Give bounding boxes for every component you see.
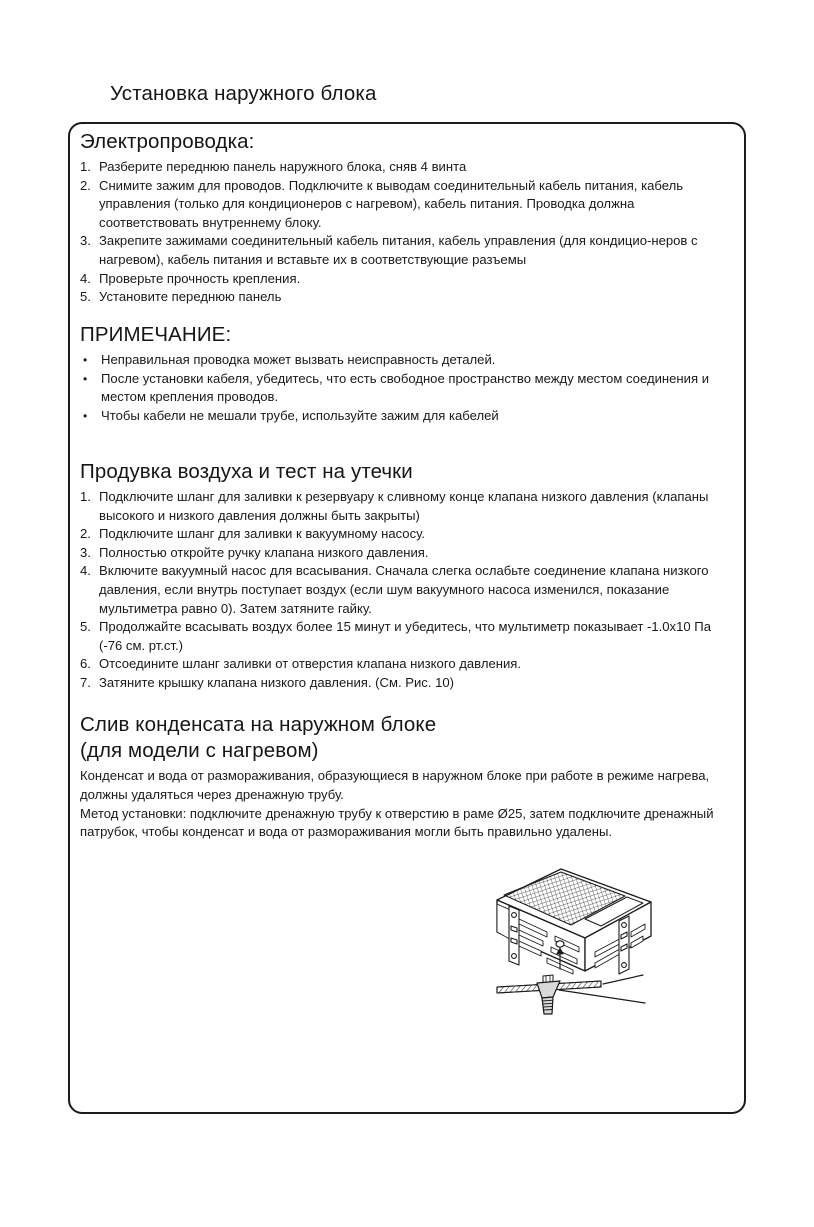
- list-item: [80, 562, 734, 618]
- air-purge-list: [80, 488, 734, 693]
- list-marker: 2.: [80, 177, 91, 193]
- list-item-text: После установки кабеля, убедитесь, что есть свободное пространство между местом соединения и местом крепления проводов.: [101, 370, 710, 405]
- list-item-text: Подключите шланг для заливки к резервуару к сливному конце клапана низкого давления (клапаны высокого и низкого давления должны быть закрыты): [99, 488, 709, 523]
- list-item-text: Закрепите зажимами соединительный кабель питания, кабель управления (для кондицио-неров с нагревом), кабель питания и вставьте их в соответствующие разъемы: [99, 233, 698, 267]
- note-list: [80, 351, 734, 425]
- list-item: [80, 674, 734, 693]
- outdoor-unit-drain-illustration: [475, 866, 675, 1016]
- list-item-text: Установите переднюю панель: [99, 289, 282, 305]
- list-item: [80, 488, 734, 525]
- list-item: [80, 655, 734, 674]
- list-item: [80, 177, 734, 233]
- list-item: [80, 618, 734, 655]
- section-note-heading: ПРИМЕЧАНИЕ:: [80, 323, 232, 346]
- section-drain-heading-line2: (для модели с нагревом): [80, 739, 319, 763]
- section-wiring-heading: Электропроводка:: [80, 130, 255, 153]
- list-marker: 6.: [80, 656, 91, 672]
- bullet-icon: •: [83, 371, 88, 386]
- list-item: [80, 288, 734, 307]
- section-drain-heading-line1: Слив конденсата на наружном блоке: [80, 713, 437, 736]
- list-marker: 1.: [80, 158, 91, 174]
- bullet-icon: •: [83, 408, 88, 423]
- content-frame: [68, 122, 746, 1114]
- list-item-text: Затяните крышку клапана низкого давления. (См. Рис. 10): [99, 674, 455, 690]
- list-item-text: Неправильная проводка может вызвать неисправность деталей.: [101, 351, 496, 367]
- list-item-text: Включите вакуумный насос для всасывания. Сначала слегка ослабьте соединение клапана низкого давления, если внутрь поступает воздух (если шум вакуумного насоса изменился, показание мультиметра равно 0). Затем затяните гайку.: [99, 563, 709, 616]
- list-marker: 4.: [80, 563, 91, 579]
- list-item-text: Чтобы кабели не мешали трубе, используйте зажим для кабелей: [101, 407, 499, 423]
- list-marker: 3.: [80, 544, 91, 560]
- list-item: [80, 525, 734, 544]
- list-marker: 5.: [80, 619, 91, 635]
- list-marker: 2.: [80, 526, 91, 542]
- section-air-purge-heading: Продувка воздуха и тест на утечки: [80, 460, 413, 483]
- content-frame-inner: [80, 131, 734, 1112]
- list-item: [80, 370, 734, 407]
- list-marker: 1.: [80, 488, 91, 504]
- bullet-icon: •: [83, 352, 88, 367]
- list-item: [80, 407, 734, 426]
- list-marker: 5.: [80, 289, 91, 305]
- drain-paragraph-2: Метод установки: подключите дренажную трубу к отверстию в раме Ø25, затем подключите дренажный патрубок, чтобы конденсат и вода от размораживания могли быть правильно удалены.: [80, 805, 714, 840]
- list-item-text: Снимите зажим для проводов. Подключите к выводам соединительный кабель питания, кабель управления (только для кондиционеров с нагревом), кабель питания. Проводка должна соответствовать внутреннему блоку.: [99, 177, 684, 230]
- list-item-text: Полностью откройте ручку клапана низкого давления.: [99, 544, 429, 560]
- list-marker: 4.: [80, 270, 91, 286]
- section-condensate-drain: [80, 713, 734, 842]
- drain-paragraph-1: Конденсат и вода от размораживания, образующиеся в наружном блоке при работе в режиме нагрева, должны удаляться через дренажную трубу.: [80, 768, 710, 802]
- list-item: [80, 544, 734, 563]
- list-item-text: Разберите переднюю панель наружного блока, сняв 4 винта: [99, 158, 467, 174]
- list-item-text: Проверьте прочность крепления.: [99, 270, 301, 286]
- list-marker: 3.: [80, 233, 91, 249]
- list-item: [80, 232, 734, 269]
- list-item: [80, 270, 734, 289]
- section-air-purge: [80, 461, 734, 692]
- list-item: [80, 158, 734, 177]
- section-wiring: [80, 131, 734, 307]
- list-item: [80, 351, 734, 370]
- list-marker: 7.: [80, 674, 91, 690]
- list-item-text: Продолжайте всасывать воздух более 15 минут и убедитесь, что мультиметр показывает -1.0x10 Па (-76 см. рт.ст.): [99, 619, 711, 653]
- list-item-text: Отсоедините шланг заливки от отверстия клапана низкого давления.: [99, 656, 522, 672]
- page-title: Установка наружного блока: [110, 82, 377, 105]
- section-note: [80, 324, 734, 425]
- list-item-text: Подключите шланг для заливки к вакуумному насосу.: [99, 526, 425, 542]
- wiring-list: [80, 158, 734, 307]
